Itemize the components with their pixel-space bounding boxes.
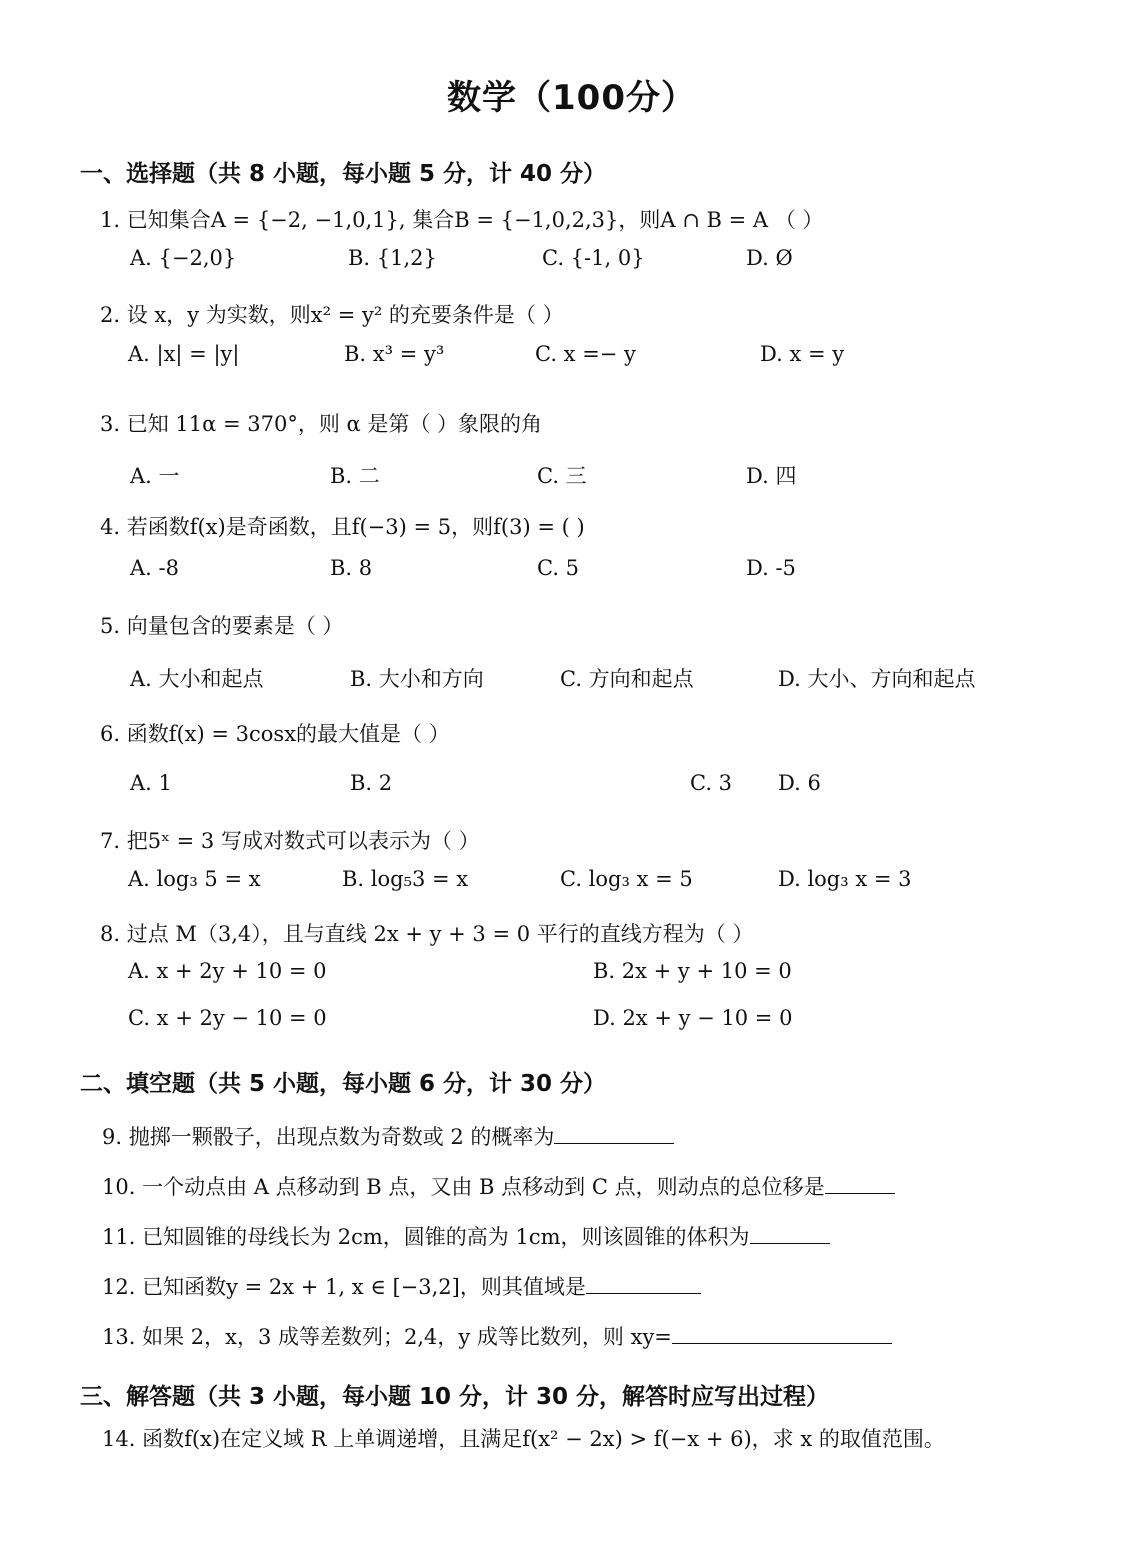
q8-option-c: C. x + 2y − 10 = 0 [128, 1006, 327, 1030]
q3-option-b: B. 二 [330, 464, 380, 488]
question-2: 2. 设 x，y 为实数，则x² = y² 的充要条件是（ ） [100, 303, 564, 327]
answer-blank[interactable] [750, 1223, 830, 1244]
question-14: 14. 函数f(x)在定义域 R 上单调递增，且满足f(x² − 2x) > f(−x + 6)，求 x 的取值范围。 [102, 1427, 945, 1451]
question-10-text: 10. 一个动点由 A 点移动到 B 点，又由 B 点移动到 C 点，则动点的总位移是 [102, 1175, 825, 1199]
question-11 [102, 1221, 830, 1251]
q1-option-a: A. {−2,0} [130, 246, 237, 270]
question-7: 7. 把5ˣ = 3 写成对数式可以表示为（ ） [100, 829, 480, 853]
q6-option-a: A. 1 [130, 771, 172, 795]
q6-option-b: B. 2 [350, 771, 393, 795]
question-3: 3. 已知 11α = 370°，则 α 是第（ ）象限的角 [100, 412, 543, 436]
section-heading-fill-blank: 二、填空题（共 5 小题，每小题 6 分，计 30 分） [80, 1071, 607, 1097]
q7-option-d: D. log₃ x = 3 [778, 867, 912, 891]
q8-option-a: A. x + 2y + 10 = 0 [128, 959, 327, 983]
q2-option-d: D. x = y [760, 342, 845, 366]
q7-option-a: A. log₃ 5 = x [128, 867, 261, 891]
question-10 [102, 1171, 895, 1201]
question-9 [102, 1121, 674, 1151]
question-12 [102, 1271, 701, 1301]
section-heading-solution: 三、解答题（共 3 小题，每小题 10 分，计 30 分，解答时应写出过程） [80, 1384, 830, 1410]
q5-option-a: A. 大小和起点 [130, 667, 264, 691]
q5-option-c: C. 方向和起点 [560, 667, 694, 691]
q5-option-b: B. 大小和方向 [350, 667, 484, 691]
answer-blank[interactable] [554, 1123, 674, 1144]
q3-option-a: A. 一 [130, 464, 180, 488]
q7-option-c: C. log₃ x = 5 [560, 867, 693, 891]
question-11-text: 11. 已知圆锥的母线长为 2cm，圆锥的高为 1cm，则该圆锥的体积为 [102, 1225, 750, 1249]
q4-option-d: D. -5 [746, 556, 796, 580]
q2-option-c: C. x =− y [535, 342, 636, 366]
question-8: 8. 过点 M（3,4），且与直线 2x + y + 3 = 0 平行的直线方程为（ ） [100, 922, 754, 946]
section-heading-choice: 一、选择题（共 8 小题，每小题 5 分，计 40 分） [80, 161, 607, 187]
answer-blank[interactable] [672, 1323, 892, 1344]
question-1: 1. 已知集合A = {−2, −1,0,1}, 集合B = {−1,0,2,3}，则A ∩ B = A （ ） [100, 208, 824, 232]
question-12-text: 12. 已知函数y = 2x + 1, x ∈ [−3,2]，则其值域是 [102, 1275, 586, 1299]
question-5: 5. 向量包含的要素是（ ） [100, 614, 344, 638]
answer-blank[interactable] [825, 1173, 895, 1194]
q8-option-b: B. 2x + y + 10 = 0 [593, 959, 792, 983]
q2-option-a: A. |x| = |y| [128, 342, 240, 366]
q1-option-c: C. {-1, 0} [542, 246, 645, 270]
q8-option-d: D. 2x + y − 10 = 0 [593, 1006, 793, 1030]
question-4: 4. 若函数f(x)是奇函数，且f(−3) = 5，则f(3) = ( ) [100, 515, 585, 539]
q3-option-c: C. 三 [537, 464, 587, 488]
q4-option-c: C. 5 [537, 556, 580, 580]
question-13-text: 13. 如果 2，x，3 成等差数列；2,4，y 成等比数列，则 xy= [102, 1325, 672, 1349]
q4-option-a: A. -8 [130, 556, 179, 580]
q6-option-d: D. 6 [778, 771, 821, 795]
q1-option-d: D. Ø [746, 246, 793, 270]
q7-option-b: B. log₅3 = x [342, 867, 469, 891]
question-6: 6. 函数f(x) = 3cosx的最大值是（ ） [100, 722, 450, 746]
q1-option-b: B. {1,2} [348, 246, 437, 270]
q5-option-d: D. 大小、方向和起点 [778, 667, 976, 691]
q3-option-d: D. 四 [746, 464, 797, 488]
page-title: 数学（100分） [447, 78, 696, 118]
q6-option-c: C. 3 [690, 771, 733, 795]
q4-option-b: B. 8 [330, 556, 373, 580]
question-13 [102, 1321, 892, 1351]
answer-blank[interactable] [586, 1273, 701, 1294]
q2-option-b: B. x³ = y³ [344, 342, 445, 366]
question-9-text: 9. 抛掷一颗骰子，出现点数为奇数或 2 的概率为 [102, 1125, 555, 1149]
